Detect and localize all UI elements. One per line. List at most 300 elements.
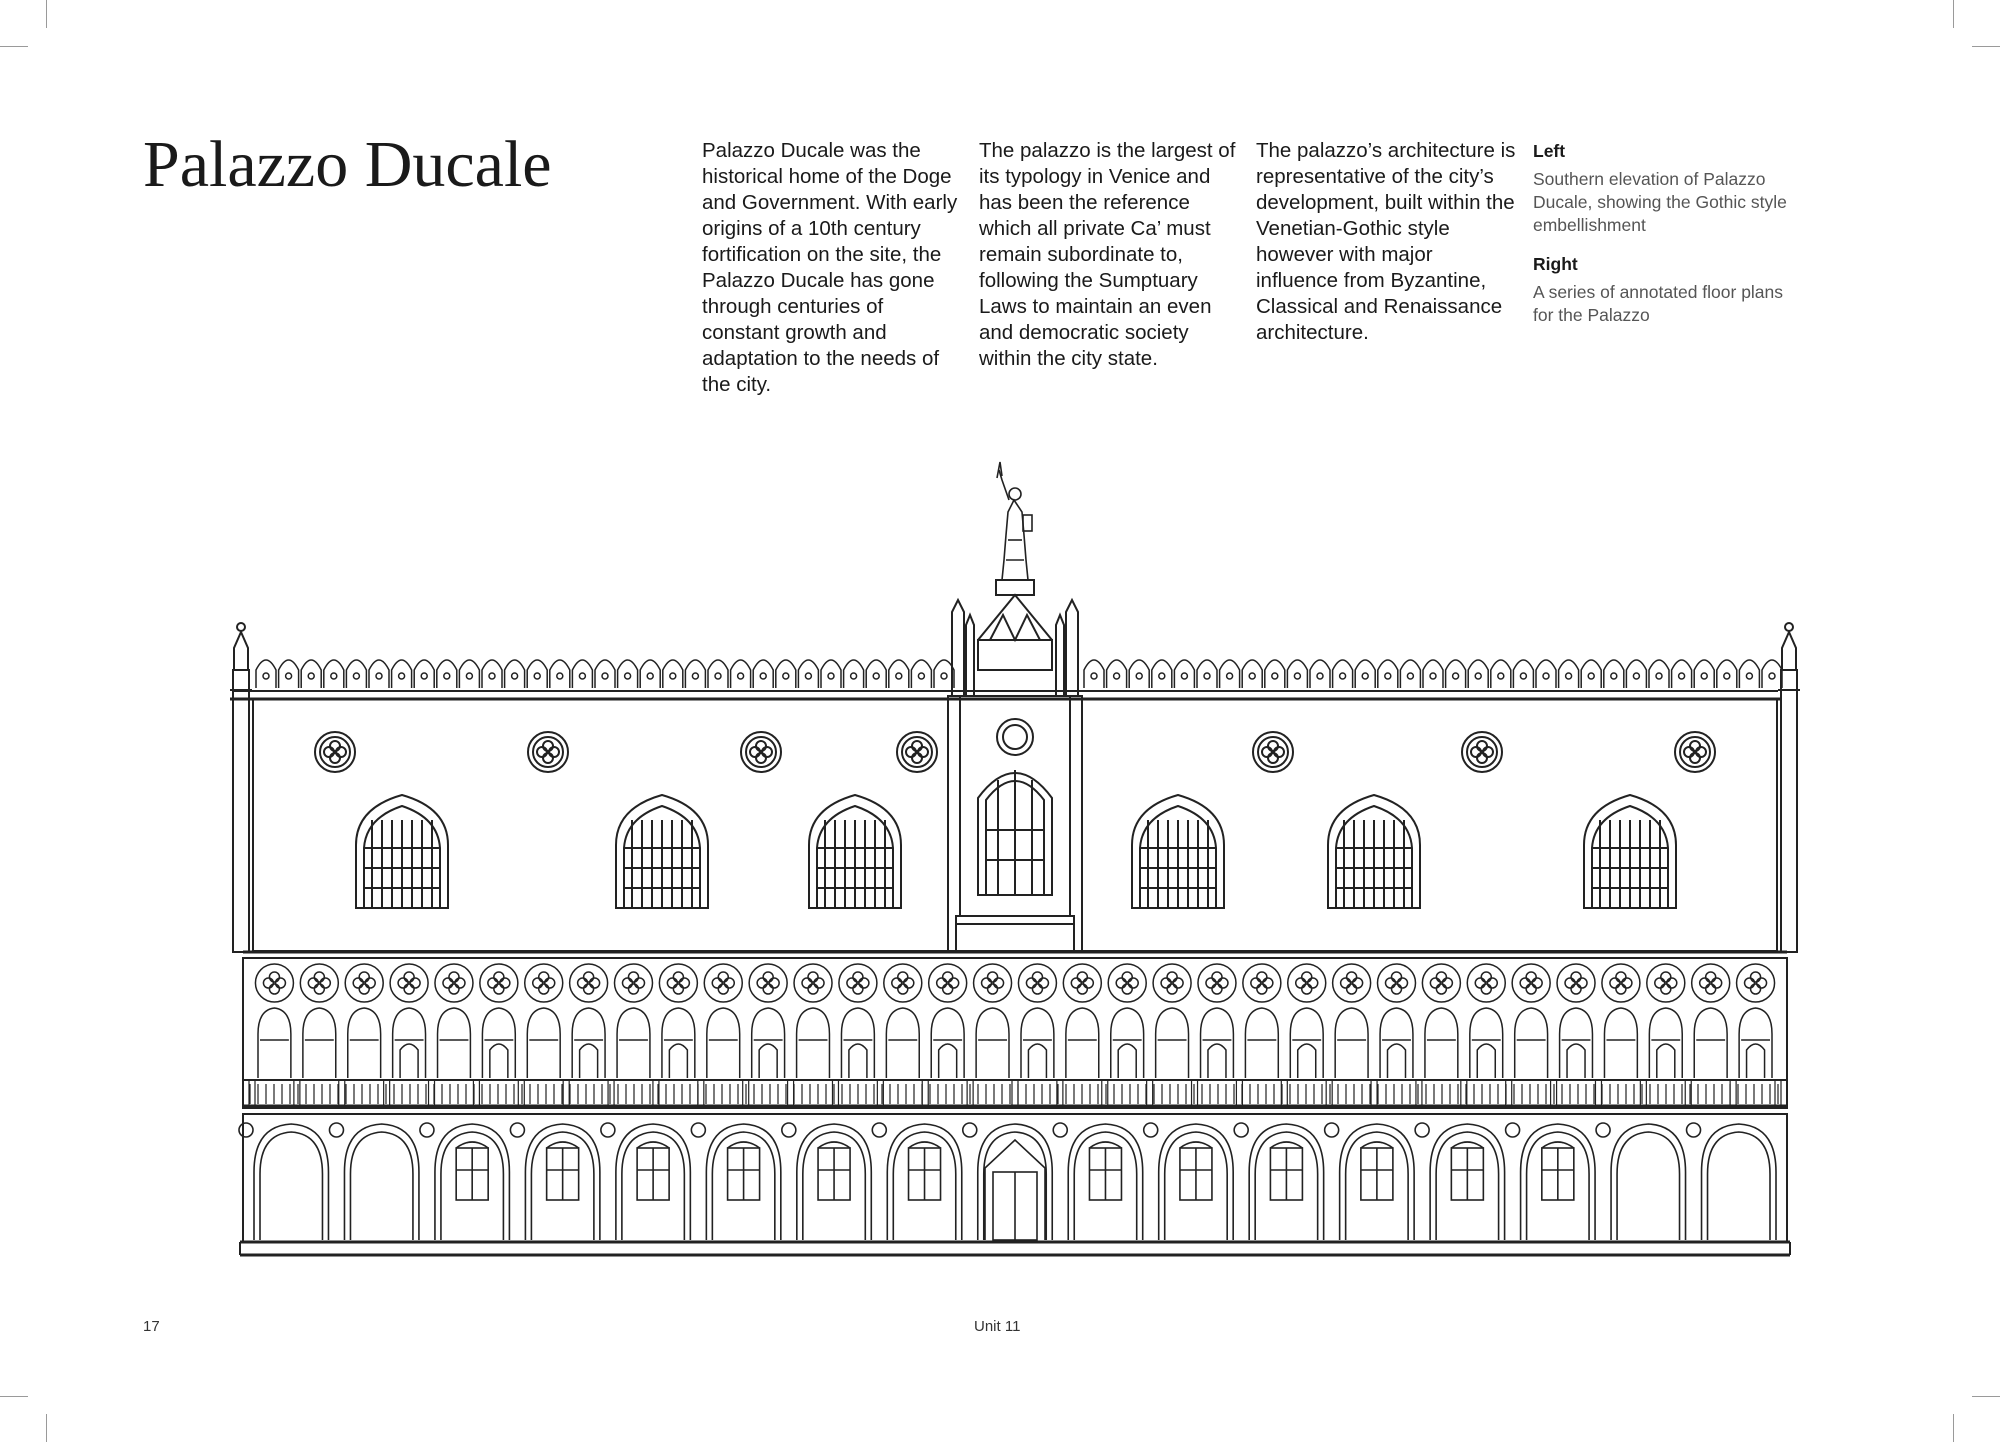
loggia-arch bbox=[976, 1008, 1009, 1078]
loggia-arch bbox=[662, 1008, 695, 1078]
quatrefoil-lobe bbox=[1712, 978, 1722, 988]
quatrefoil-lobe bbox=[353, 978, 363, 988]
quatrefoil-lobe bbox=[449, 972, 459, 982]
quatrefoil-lobe bbox=[712, 978, 722, 988]
merlon bbox=[708, 660, 728, 688]
rosette-lobe bbox=[330, 741, 340, 751]
merlon bbox=[685, 660, 705, 688]
quatrefoil-lobe bbox=[443, 978, 453, 988]
rosette-lobe bbox=[1274, 747, 1284, 757]
portico-roundel bbox=[420, 1123, 434, 1137]
page-title: Palazzo Ducale bbox=[143, 128, 552, 201]
quatrefoil-lobe bbox=[1481, 972, 1491, 982]
merlon bbox=[301, 660, 321, 688]
merlon-dot bbox=[783, 673, 789, 679]
caption-left-text: Southern elevation of Palazzo Ducale, showing the Gothic style embellishment bbox=[1533, 169, 1787, 235]
quatrefoil-lobe bbox=[808, 972, 818, 982]
balustrade-pier bbox=[1416, 1080, 1422, 1106]
portico-window-arch bbox=[1361, 1142, 1393, 1148]
merlon-dot bbox=[1566, 673, 1572, 679]
quatrefoil-lobe bbox=[449, 984, 459, 994]
merlon bbox=[505, 660, 525, 688]
merlon bbox=[482, 660, 502, 688]
merlon bbox=[753, 660, 773, 688]
portico-window-arch bbox=[1542, 1142, 1574, 1148]
quatrefoil-lobe bbox=[404, 972, 414, 982]
merlon bbox=[256, 660, 276, 688]
quatrefoil-lobe bbox=[808, 984, 818, 994]
quatrefoil-lobe bbox=[1032, 984, 1042, 994]
rosette-lobe bbox=[1690, 741, 1700, 751]
quatrefoil-lobe bbox=[539, 972, 549, 982]
quatrefoil-lobe bbox=[943, 984, 953, 994]
portico-roundel bbox=[1506, 1123, 1520, 1137]
merlon bbox=[1649, 660, 1669, 688]
merlon-dot bbox=[1520, 673, 1526, 679]
merlon-dot bbox=[692, 673, 698, 679]
merlon-dot bbox=[1453, 673, 1459, 679]
merlon-dot bbox=[1633, 673, 1639, 679]
loggia-niche bbox=[1657, 1044, 1675, 1078]
balustrade-pier bbox=[1730, 1080, 1736, 1106]
quatrefoil-lobe bbox=[679, 978, 689, 988]
quatrefoil-lobe bbox=[1257, 972, 1267, 982]
loggia-arch bbox=[1021, 1008, 1054, 1078]
quatrefoil-ring bbox=[1243, 964, 1281, 1002]
loggia-arch bbox=[1335, 1008, 1368, 1078]
quatrefoil-lobe bbox=[1751, 972, 1761, 982]
quatrefoil-lobe bbox=[494, 984, 504, 994]
quatrefoil-lobe bbox=[1167, 984, 1177, 994]
quatrefoil-lobe bbox=[488, 978, 498, 988]
loggia-arch bbox=[393, 1008, 426, 1078]
quatrefoil-lobe bbox=[1077, 972, 1087, 982]
rosette-lobe bbox=[756, 753, 766, 763]
quatrefoil-ring bbox=[929, 964, 967, 1002]
merlon-dot bbox=[1407, 673, 1413, 679]
balustrade-pier bbox=[698, 1080, 704, 1106]
loggia-niche bbox=[1118, 1044, 1136, 1078]
quatrefoil-lobe bbox=[1571, 984, 1581, 994]
quatrefoil-lobe bbox=[410, 978, 420, 988]
quatrefoil-ring bbox=[300, 964, 338, 1002]
quatrefoil-ring bbox=[974, 964, 1012, 1002]
facade-outline bbox=[230, 670, 1797, 1255]
quatrefoil-lobe bbox=[673, 984, 683, 994]
loggia-niche bbox=[939, 1044, 957, 1078]
portico-roundel bbox=[1415, 1123, 1429, 1137]
portico-window-arch bbox=[1180, 1142, 1212, 1148]
merlon-dot bbox=[1091, 673, 1097, 679]
quatrefoil-lobe bbox=[1122, 972, 1132, 982]
loggia-arch bbox=[1739, 1008, 1772, 1078]
loggia-niche bbox=[400, 1044, 418, 1078]
merlon-dot bbox=[466, 673, 472, 679]
quatrefoil-lobe bbox=[308, 978, 318, 988]
portico-window-arch bbox=[818, 1142, 850, 1148]
quatrefoil-lobe bbox=[1661, 972, 1671, 982]
portico-window-arch bbox=[1451, 1142, 1483, 1148]
loggia-niche bbox=[1567, 1044, 1585, 1078]
quatrefoil-lobe bbox=[1487, 978, 1497, 988]
quatrefoil-lobe bbox=[898, 972, 908, 982]
quatrefoil-lobe bbox=[1161, 978, 1171, 988]
quatrefoil-ring bbox=[1063, 964, 1101, 1002]
merlon-dot bbox=[557, 673, 563, 679]
quatrefoil-lobe bbox=[314, 972, 324, 982]
body-text-2: The palazzo is the largest of its typology in Venice and has been the reference which all private Ca’ must remain subordinate to, following the Sumptuary Laws to maintain an even and democratic society within the city state. bbox=[979, 139, 1236, 370]
rosette-lobe bbox=[750, 747, 760, 757]
merlon bbox=[1513, 660, 1533, 688]
loggia-arch bbox=[1425, 1008, 1458, 1078]
rosette-lobe bbox=[912, 741, 922, 751]
quatrefoil-lobe bbox=[1571, 972, 1581, 982]
quatrefoil-ring bbox=[1422, 964, 1460, 1002]
balustrade-pier bbox=[1326, 1080, 1332, 1106]
quatrefoil-lobe bbox=[398, 978, 408, 988]
quatrefoil-lobe bbox=[802, 978, 812, 988]
quatrefoil-lobe bbox=[943, 972, 953, 982]
quatrefoil-lobe bbox=[1341, 978, 1351, 988]
merlon-dot bbox=[308, 673, 314, 679]
quatrefoil-lobe bbox=[1526, 984, 1536, 994]
quatrefoil-ring bbox=[1602, 964, 1640, 1002]
merlon bbox=[663, 660, 683, 688]
quatrefoil-lobe bbox=[1398, 978, 1408, 988]
quatrefoil-lobe bbox=[724, 978, 734, 988]
portico-roundel bbox=[872, 1123, 886, 1137]
quatrefoil-lobe bbox=[1751, 984, 1761, 994]
quatrefoil-lobe bbox=[1083, 978, 1093, 988]
merlon bbox=[1604, 660, 1624, 688]
loggia-arch bbox=[1560, 1008, 1593, 1078]
quatrefoil-lobe bbox=[1436, 972, 1446, 982]
quatrefoil-lobe bbox=[994, 978, 1004, 988]
merlon-dot bbox=[1362, 673, 1368, 679]
quatrefoil-lobe bbox=[937, 978, 947, 988]
portico-roundel bbox=[329, 1123, 343, 1137]
merlon-dot bbox=[1724, 673, 1730, 679]
merlon bbox=[1446, 660, 1466, 688]
rosette-lobe bbox=[336, 747, 346, 757]
quatrefoil-lobe bbox=[1302, 984, 1312, 994]
portico-roundel bbox=[1053, 1123, 1067, 1137]
quatrefoil-lobe bbox=[314, 984, 324, 994]
balustrade-pier bbox=[384, 1080, 390, 1106]
loggia-arch bbox=[1380, 1008, 1413, 1078]
rosette-lobe bbox=[1477, 741, 1487, 751]
merlon bbox=[640, 660, 660, 688]
merlon-dot bbox=[715, 673, 721, 679]
quatrefoil-lobe bbox=[1577, 978, 1587, 988]
merlon bbox=[1287, 660, 1307, 688]
merlon-dot bbox=[896, 673, 902, 679]
rosette-lobe bbox=[918, 747, 928, 757]
merlon-dot bbox=[1340, 673, 1346, 679]
quatrefoil-ring bbox=[480, 964, 518, 1002]
merlon-dot bbox=[1227, 673, 1233, 679]
quatrefoil-ring bbox=[1198, 964, 1236, 1002]
merlon-dot bbox=[1679, 673, 1685, 679]
quatrefoil-lobe bbox=[629, 984, 639, 994]
loggia-arch bbox=[1649, 1008, 1682, 1078]
portico-arch bbox=[1611, 1124, 1685, 1240]
quatrefoil-lobe bbox=[590, 978, 600, 988]
merlon-dot bbox=[1701, 673, 1707, 679]
merlon bbox=[527, 660, 547, 688]
merlon bbox=[1355, 660, 1375, 688]
loggia-niche bbox=[1028, 1044, 1046, 1078]
portico-roundel bbox=[1325, 1123, 1339, 1137]
upper-wall-rosettes bbox=[315, 732, 1715, 772]
quatrefoil-lobe bbox=[1392, 984, 1402, 994]
quatrefoil-lobe bbox=[1481, 984, 1491, 994]
quatrefoil-lobe bbox=[1745, 978, 1755, 988]
rosette-lobe bbox=[537, 747, 547, 757]
merlon-dot bbox=[738, 673, 744, 679]
merlon bbox=[1107, 660, 1127, 688]
balustrade-pier bbox=[1506, 1080, 1512, 1106]
quatrefoil-lobe bbox=[1520, 978, 1530, 988]
quatrefoil-lobe bbox=[1706, 972, 1716, 982]
merlon-dot bbox=[1114, 673, 1120, 679]
merlon-dot bbox=[399, 673, 405, 679]
loggia-arch bbox=[931, 1008, 964, 1078]
merlon-dot bbox=[1181, 673, 1187, 679]
quatrefoil-ring bbox=[570, 964, 608, 1002]
merlon bbox=[324, 660, 344, 688]
rosette-lobe bbox=[762, 747, 772, 757]
balustrade-pier bbox=[1147, 1080, 1153, 1106]
quatrefoil-lobe bbox=[1353, 978, 1363, 988]
quatrefoil-lobe bbox=[1077, 984, 1087, 994]
portico-arch-inner bbox=[1617, 1132, 1679, 1240]
merlon bbox=[1559, 660, 1579, 688]
merlon bbox=[1423, 660, 1443, 688]
quatrefoil-lobe bbox=[1661, 984, 1671, 994]
quatrefoil-ring bbox=[390, 964, 428, 1002]
portico-arch bbox=[254, 1124, 328, 1240]
portico-roundel bbox=[691, 1123, 705, 1137]
merlon-dot bbox=[512, 673, 518, 679]
quatrefoil-lobe bbox=[539, 984, 549, 994]
quatrefoil-lobe bbox=[1251, 978, 1261, 988]
rosette-lobe bbox=[549, 747, 559, 757]
merlon bbox=[459, 660, 479, 688]
quatrefoil-lobe bbox=[673, 972, 683, 982]
merlon-dot bbox=[851, 673, 857, 679]
loggia-arch bbox=[438, 1008, 471, 1078]
rosette-lobe bbox=[1268, 741, 1278, 751]
quatrefoil-ring bbox=[615, 964, 653, 1002]
merlon bbox=[776, 660, 796, 688]
quatrefoil-lobe bbox=[359, 972, 369, 982]
merlon bbox=[1626, 660, 1646, 688]
quatrefoil-ring bbox=[345, 964, 383, 1002]
quatrefoil-ring bbox=[435, 964, 473, 1002]
rosette-lobe bbox=[1268, 753, 1278, 763]
merlon-dot bbox=[1136, 673, 1142, 679]
quatrefoil-lobe bbox=[853, 984, 863, 994]
merlon-dot bbox=[286, 673, 292, 679]
corner-pinnacles bbox=[230, 623, 1800, 690]
rosette-lobe bbox=[543, 753, 553, 763]
quatrefoil-lobe bbox=[859, 978, 869, 988]
quatrefoil-lobe bbox=[1347, 984, 1357, 994]
merlon-dot bbox=[1272, 673, 1278, 679]
balustrade-pier bbox=[788, 1080, 794, 1106]
quatrefoil-lobe bbox=[1610, 978, 1620, 988]
merlon bbox=[392, 660, 412, 688]
merlon-dot bbox=[760, 673, 766, 679]
quatrefoil-lobe bbox=[455, 978, 465, 988]
loggia-arch bbox=[572, 1008, 605, 1078]
balustrade-pier bbox=[1102, 1080, 1108, 1106]
quatrefoil-lobe bbox=[667, 978, 677, 988]
quatrefoil-lobe bbox=[1655, 978, 1665, 988]
merlon bbox=[595, 660, 615, 688]
rosette-lobe bbox=[543, 741, 553, 751]
merlon bbox=[1174, 660, 1194, 688]
loggia-arch bbox=[527, 1008, 560, 1078]
merlon-dot bbox=[489, 673, 495, 679]
quatrefoil-lobe bbox=[988, 984, 998, 994]
quatrefoil-lobe bbox=[769, 978, 779, 988]
rosette-lobe bbox=[330, 753, 340, 763]
rosette-lobe bbox=[1262, 747, 1272, 757]
merlon-dot bbox=[263, 673, 269, 679]
merlon bbox=[1333, 660, 1353, 688]
balustrade-pier bbox=[1371, 1080, 1377, 1106]
quatrefoil-lobe bbox=[1173, 978, 1183, 988]
quatrefoil-lobe bbox=[1757, 978, 1767, 988]
loggia-balustrade bbox=[249, 1080, 1781, 1106]
merlon bbox=[821, 660, 841, 688]
balustrade-pier bbox=[608, 1080, 614, 1106]
merlon bbox=[1717, 660, 1737, 688]
merlon-dot bbox=[1588, 673, 1594, 679]
quatrefoil-lobe bbox=[545, 978, 555, 988]
loggia-niche bbox=[580, 1044, 598, 1078]
quatrefoil-lobe bbox=[1257, 984, 1267, 994]
merlon-dot bbox=[805, 673, 811, 679]
loggia-arch bbox=[617, 1008, 650, 1078]
portico-window-arch bbox=[1089, 1142, 1121, 1148]
portico-roundel bbox=[782, 1123, 796, 1137]
portico-window-arch bbox=[909, 1142, 941, 1148]
quatrefoil-ring bbox=[1018, 964, 1056, 1002]
merlon bbox=[1672, 660, 1692, 688]
quatrefoil-ring bbox=[1288, 964, 1326, 1002]
portico-roundel bbox=[963, 1123, 977, 1137]
ground-portico-arches bbox=[239, 1123, 1776, 1240]
loggia-arch bbox=[1515, 1008, 1548, 1078]
quatrefoil-ring bbox=[1737, 964, 1775, 1002]
portico-arch-inner bbox=[260, 1132, 322, 1240]
merlon-dot bbox=[625, 673, 631, 679]
loggia-quatrefoil-band bbox=[255, 964, 1774, 1002]
quatrefoil-ring bbox=[1692, 964, 1730, 1002]
quatrefoil-lobe bbox=[898, 984, 908, 994]
quatrefoil-lobe bbox=[623, 978, 633, 988]
quatrefoil-lobe bbox=[629, 972, 639, 982]
merlon bbox=[1536, 660, 1556, 688]
loggia-arch bbox=[482, 1008, 515, 1078]
rosette-lobe bbox=[912, 753, 922, 763]
quatrefoil-lobe bbox=[320, 978, 330, 988]
merlon-dot bbox=[353, 673, 359, 679]
quatrefoil-lobe bbox=[500, 978, 510, 988]
quatrefoil-lobe bbox=[1667, 978, 1677, 988]
caption-right-text: A series of annotated floor plans for the Palazzo bbox=[1533, 282, 1784, 325]
merlon-dot bbox=[941, 673, 947, 679]
balustrade-pier bbox=[922, 1080, 928, 1106]
quatrefoil-lobe bbox=[1526, 972, 1536, 982]
portico-window-arch bbox=[456, 1142, 488, 1148]
quatrefoil-lobe bbox=[578, 978, 588, 988]
quatrefoil-lobe bbox=[1263, 978, 1273, 988]
quatrefoil-ring bbox=[525, 964, 563, 1002]
merlon-dot bbox=[421, 673, 427, 679]
merlon-dot bbox=[1746, 673, 1752, 679]
merlon bbox=[572, 660, 592, 688]
quatrefoil-lobe bbox=[1347, 972, 1357, 982]
balustrade-pier bbox=[294, 1080, 300, 1106]
quatrefoil-ring bbox=[749, 964, 787, 1002]
quatrefoil-lobe bbox=[494, 972, 504, 982]
merlon bbox=[1468, 660, 1488, 688]
rosette-lobe bbox=[906, 747, 916, 757]
merlon-dot bbox=[1204, 673, 1210, 679]
merlon bbox=[1694, 660, 1714, 688]
loggia-arch bbox=[303, 1008, 336, 1078]
loggia-niche bbox=[1747, 1044, 1765, 1078]
statue-of-justice bbox=[997, 462, 1032, 580]
portico-roundel bbox=[1234, 1123, 1248, 1137]
merlon bbox=[1152, 660, 1172, 688]
quatrefoil-ring bbox=[884, 964, 922, 1002]
quatrefoil-ring bbox=[839, 964, 877, 1002]
merlon bbox=[618, 660, 638, 688]
body-text-3: The palazzo’s architecture is representative of the city’s development, built within the Venetian-Gothic style however with major influence from Byzantine, Classical and Renaissance architecture. bbox=[1256, 139, 1516, 344]
rosette-lobe bbox=[756, 741, 766, 751]
merlon bbox=[1378, 660, 1398, 688]
quatrefoil-ring bbox=[704, 964, 742, 1002]
merlon bbox=[731, 660, 751, 688]
quatrefoil-lobe bbox=[718, 984, 728, 994]
loggia-niche bbox=[759, 1044, 777, 1078]
balustrade-pier bbox=[339, 1080, 345, 1106]
merlon bbox=[369, 660, 389, 688]
merlon-dot bbox=[1656, 673, 1662, 679]
quatrefoil-lobe bbox=[1475, 978, 1485, 988]
quatrefoil-lobe bbox=[847, 978, 857, 988]
quatrefoil-lobe bbox=[359, 984, 369, 994]
quatrefoil-lobe bbox=[814, 978, 824, 988]
body-text-1: Palazzo Ducale was the historical home of the Doge and Government. With early origins of a 10th century fortification on the site, the Palazzo Ducale has gone through centuries of constant growth and adaptation to the needs of the city. bbox=[702, 139, 958, 396]
merlon bbox=[1129, 660, 1149, 688]
merlon-dot bbox=[1159, 673, 1165, 679]
merlon-dot bbox=[1249, 673, 1255, 679]
quatrefoil-lobe bbox=[275, 978, 285, 988]
quatrefoil-lobe bbox=[533, 978, 543, 988]
loggia-arch bbox=[752, 1008, 785, 1078]
quatrefoil-lobe bbox=[269, 972, 279, 982]
loggia-arch bbox=[1290, 1008, 1323, 1078]
merlon bbox=[1310, 660, 1330, 688]
quatrefoil-ring bbox=[1467, 964, 1505, 1002]
loggia-niche bbox=[1298, 1044, 1316, 1078]
